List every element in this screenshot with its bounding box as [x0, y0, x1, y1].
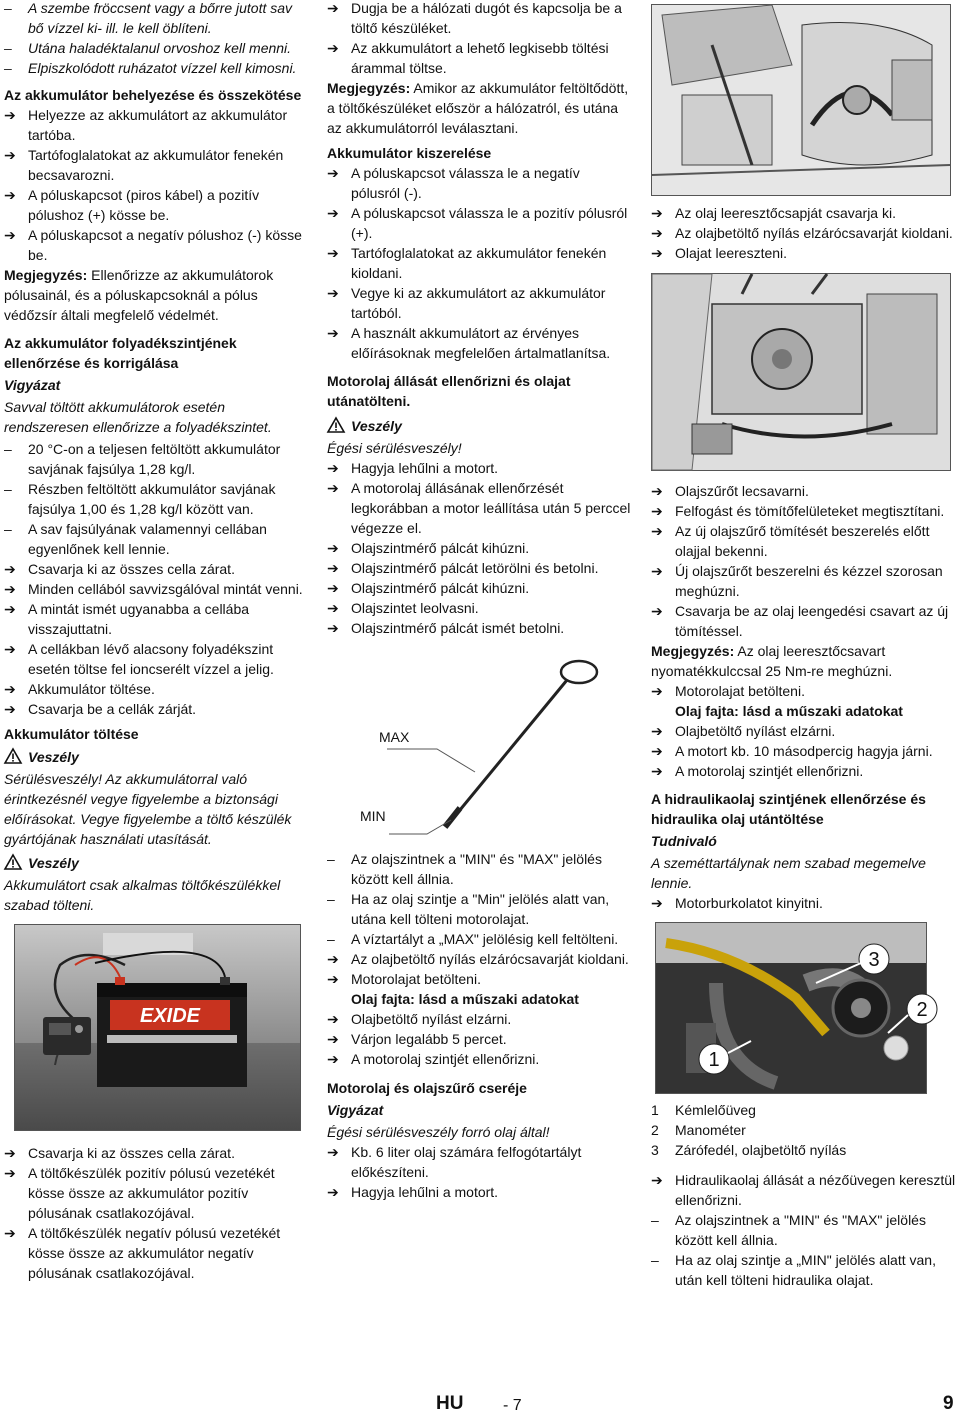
step-item: ➔ Olajszintmérő pálcát kihúzni. — [327, 580, 530, 596]
arrow-icon: ➔ — [651, 563, 663, 579]
charging-steps — [327, 0, 632, 78]
arrow-icon: ➔ — [327, 540, 339, 556]
arrow-icon: ➔ — [4, 107, 16, 123]
list-item: – Elpiszkolódott ruházatot vízzel kell kimosni. — [4, 60, 297, 76]
acid-safety-list — [4, 0, 309, 78]
danger-text: Sérülésveszély! Az akkumulátorral való érintkezésnél vegye figyelembe a biztonsági előírásokat. Vegye figyelembe a töltő készülék gyártójának használati utasítását. — [4, 771, 292, 847]
legend-item: 1 Kémlelőüveg — [651, 1102, 756, 1118]
legend-item: 3 Zárófedél, olajbetöltő nyílás — [651, 1142, 847, 1158]
note: Megjegyzés: Az olaj leeresztőcsavart nyomatékkulccsal 25 Nm-re meghúzni. — [651, 643, 893, 679]
step-item: ➔ Olajszintmérő pálcát ismét betolni. — [327, 620, 565, 636]
step-item: ➔ Csavarja be a cellák zárját. — [4, 701, 197, 717]
arrow-icon: ➔ — [327, 600, 339, 616]
arrow-icon: ➔ — [327, 460, 339, 476]
arrow-icon: ➔ — [651, 743, 663, 759]
dipstick-min-label: MIN — [360, 808, 386, 824]
callout-3: 3 — [868, 949, 880, 971]
arrow-icon: ➔ — [651, 245, 663, 261]
arrow-icon: ➔ — [4, 681, 16, 697]
arrow-icon: ➔ — [327, 1031, 339, 1047]
local-page-number: - 7 — [503, 1397, 522, 1414]
callout-2: 2 — [916, 999, 928, 1021]
danger-label: Veszély — [4, 747, 309, 767]
step-item: ➔ Tartófoglalatokat az akkumulátor fenekén becsavarozni. — [4, 147, 284, 183]
step-item: ➔ Várjon legalább 5 percet. — [327, 1031, 507, 1047]
danger-text: Akkumulátort csak alkalmas töltőkészülékkel szabad tölteni. — [4, 877, 281, 913]
step-item: ➔ Az olajbetöltő nyílás elzárócsavarját kioldani. — [327, 951, 629, 967]
step-item: ➔ Olajszintmérő pálcát kihúzni. — [327, 540, 530, 556]
arrow-icon: ➔ — [4, 1225, 16, 1241]
list-item: – A szembe fröccsent vagy a bőrre jutott sav bő vízzel ki- ill. le kell öblíteni. — [4, 0, 293, 36]
engine-side-illustration — [652, 274, 950, 470]
oil-type-note: Olaj fajta: lásd a műszaki adatokat — [351, 991, 579, 1007]
step-item: ➔ Csavarja be az olaj leengedési csavart az új tömítéssel. — [651, 603, 949, 639]
level-steps — [4, 559, 309, 719]
step-item: ➔ Csavarja ki az összes cella zárat. — [4, 561, 235, 577]
arrow-icon: ➔ — [327, 1051, 339, 1067]
step-item: ➔ Az olaj leeresztőcsapját csavarja ki. — [651, 205, 896, 221]
section-heading: Motorolaj állását ellenőrizni és olajat utánatölteni. — [327, 373, 571, 409]
step-item: ➔ A póluskapcsot (piros kábel) a pozitív pólushoz (+) kösse be. — [4, 187, 260, 223]
arrow-icon: ➔ — [327, 1144, 339, 1160]
step-item: ➔ A használt akkumulátort az érvényes előírásoknak megfelelően ártalmatlanítsa. — [327, 325, 611, 361]
step-item: ➔ A motorolaj szintjét ellenőrizni. — [327, 1051, 540, 1067]
hydraulic-dash-list — [651, 1210, 956, 1290]
arrow-icon: ➔ — [327, 165, 339, 181]
step-item: ➔ A motorolaj szintjét ellenőrizni. — [651, 763, 864, 779]
step-item: ➔ Az új olajszűrő tömítését beszerelés előtt olajjal bekenni. — [651, 523, 930, 559]
step-item: ➔ Motorburkolatot kinyitni. — [651, 895, 823, 911]
list-item: – 20 °C-on a teljesen feltöltött akkumulátor savjának fajsúlya 1,28 kg/l. — [4, 441, 281, 477]
section-heading: Az akkumulátor folyadékszintjének ellenőrzése és korrigálása — [4, 335, 237, 371]
step-item: ➔ A töltőkészülék negatív pólusú vezetékét kösse össze az akkumulátor negatív pólusának csatlakozójával. — [4, 1225, 281, 1281]
arrow-icon: ➔ — [327, 951, 339, 967]
warning-triangle-icon — [4, 748, 22, 764]
arrow-icon: ➔ — [327, 620, 339, 636]
step-item: ➔ Olajszintmérő pálcát letörölni és betolni. — [327, 560, 599, 576]
step-item: ➔ A motorolaj állásának ellenőrzését legkorábban a motor leállítása után 5 perccel végezze el. — [327, 480, 631, 536]
danger-label: Veszély — [4, 853, 309, 873]
charge-steps — [4, 1143, 309, 1283]
arrow-icon: ➔ — [4, 581, 16, 597]
arrow-icon: ➔ — [327, 1011, 339, 1027]
list-item: – Az olajszintnek a "MIN" és "MAX" jelölés között kell állnia. — [651, 1212, 926, 1248]
step-item: ➔ Helyezze az akkumulátort az akkumulátor tartóba. — [4, 107, 288, 143]
notice-label: Tudnivaló — [651, 833, 717, 849]
list-item: – Részben feltöltött akkumulátor savjának fajsúlya 1,00 és 1,28 kg/l között van. — [4, 481, 276, 517]
filter-steps — [651, 481, 956, 641]
arrow-icon: ➔ — [4, 561, 16, 577]
oil-type-note: Olaj fajta: lásd a műszaki adatokat — [675, 703, 903, 719]
arrow-icon: ➔ — [327, 580, 339, 596]
arrow-icon: ➔ — [651, 225, 663, 241]
list-item: – A víztartályt a „MAX" jelölésig kell feltölteni. — [327, 931, 619, 947]
close-steps — [327, 1009, 632, 1069]
callout-1: 1 — [708, 1049, 720, 1071]
step-item: ➔ A póluskapcsot válassza le a negatív pólusról (-). — [327, 165, 580, 201]
page-number: 9 — [943, 1393, 954, 1414]
arrow-icon: ➔ — [651, 523, 663, 539]
arrow-icon: ➔ — [651, 603, 663, 619]
step-item: ➔ A mintát ismét ugyanabba a cellába visszajuttatni. — [4, 601, 250, 637]
arrow-icon: ➔ — [327, 245, 339, 261]
caution-text: Égési sérülésveszély forró olaj által! — [327, 1124, 550, 1140]
section-heading: Akkumulátor kiszerelése — [327, 145, 492, 161]
step-item: ➔ Dugja be a hálózati dugót és kapcsolja be a töltő készüléket. — [327, 0, 622, 36]
step-item: ➔ Felfogást és tömítőfelületeket megtisztítani. — [651, 503, 945, 519]
engine-top-photo — [651, 4, 951, 196]
step-item: ➔ Olajat leereszteni. — [651, 245, 788, 261]
step-item: ➔ Olajbetöltő nyílást elzárni. — [327, 1011, 512, 1027]
arrow-icon: ➔ — [4, 701, 16, 717]
section-heading: Akkumulátor töltése — [4, 726, 139, 742]
arrow-icon: ➔ — [651, 723, 663, 739]
arrow-icon: ➔ — [651, 683, 663, 699]
step-item: ➔ A cellákban lévő alacsony folyadékszint esetén töltse fel ioncserélt vízzel a jelig. — [4, 641, 274, 677]
dipstick-figure — [327, 640, 632, 850]
danger-text: Égési sérülésveszély! — [327, 440, 462, 456]
list-item: – Ha az olaj szintje a „MIN" jelölés alatt van, után kell tölteni hidraulika olajat. — [651, 1252, 936, 1288]
arrow-icon: ➔ — [4, 641, 16, 657]
section-heading: Az akkumulátor behelyezése és összekötése — [4, 87, 302, 103]
arrow-icon: ➔ — [4, 1165, 16, 1181]
step-item: ➔ Kb. 6 liter olaj számára felfogótartályt előkészíteni. — [327, 1144, 582, 1180]
step-item: ➔ Az olajbetöltő nyílás elzárócsavarját kioldani. — [651, 225, 953, 241]
battery-charger-illustration — [15, 925, 300, 1130]
page-footer — [0, 1394, 960, 1420]
engine-compartment-illustration — [652, 5, 950, 195]
step-item: ➔ A motort kb. 10 másodpercig hagyja járni. — [651, 743, 933, 759]
step-item: ➔ Olajbetöltő nyílást elzárni. — [651, 723, 836, 739]
arrow-icon: ➔ — [327, 560, 339, 576]
step-item: ➔ Az akkumulátort a lehető legkisebb töltési árammal töltse. — [327, 40, 609, 76]
step-item: ➔ Motorolajat betölteni. — [651, 683, 805, 699]
arrow-icon: ➔ — [651, 205, 663, 221]
oil-level-dash-list — [327, 849, 632, 949]
arrow-icon: ➔ — [651, 895, 663, 911]
step-item: ➔ Motorolajat betölteni. — [327, 971, 481, 987]
step-item: ➔ Új olajszűrőt beszerelni és kézzel szorosan meghúzni. — [651, 563, 943, 599]
step-item: ➔ Olajszűrőt lecsavarni. — [651, 483, 809, 499]
hydraulic-tank-photo — [655, 922, 927, 1094]
list-item: – Utána haladéktalanul orvoshoz kell menni. — [4, 40, 292, 56]
step-item: ➔ Hidraulikaolaj állását a nézőüvegen keresztül ellenőrizni. — [651, 1172, 956, 1208]
insert-steps — [4, 105, 309, 265]
arrow-icon: ➔ — [4, 187, 16, 203]
battery-charging-photo — [14, 924, 301, 1131]
list-item: – Ha az olaj szintje a "Min" jelölés alatt van, utána kell tölteni motorolajat. — [327, 891, 610, 927]
oil-check-steps — [327, 458, 632, 638]
legend-item: 2 Manométer — [651, 1122, 746, 1138]
note: Megjegyzés: Ellenőrizze az akkumulátorok pólusainál, és a póluskapcsoknál a pólus védőzsír általi megfelelő védelmét. — [4, 267, 274, 323]
caution-label: Vigyázat — [327, 1102, 384, 1118]
arrow-icon: ➔ — [327, 1184, 339, 1200]
caution-text: Savval töltött akkumulátorok esetén rendszeresen ellenőrizze a folyadékszintet. — [4, 399, 272, 435]
step-item: ➔ A póluskapcsot a negatív pólushoz (-) kösse be. — [4, 227, 302, 263]
danger-label: Veszély — [327, 416, 632, 436]
step-item: ➔ Hagyja lehűlni a motort. — [327, 460, 499, 476]
arrow-icon: ➔ — [651, 1172, 663, 1188]
section-heading: A hidraulikaolaj szintjének ellenőrzése és hidraulika olaj utántöltése — [651, 791, 926, 827]
list-item: – A sav fajsúlyának valamennyi cellában egyenlőnek kell lennie. — [4, 521, 267, 557]
remove-steps — [327, 163, 632, 363]
warning-triangle-icon — [327, 417, 345, 433]
arrow-icon: ➔ — [4, 1145, 16, 1161]
hydraulic-tank-illustration — [656, 923, 926, 1093]
drain-steps — [651, 203, 956, 263]
arrow-icon: ➔ — [327, 285, 339, 301]
warning-triangle-icon — [4, 854, 22, 870]
arrow-icon: ➔ — [327, 0, 339, 16]
step-item: ➔ Minden cellából savvizsgálóval mintát venni. — [4, 581, 303, 597]
battery-brand-label: EXIDE — [139, 1005, 201, 1027]
arrow-icon: ➔ — [327, 40, 339, 56]
level-dash-list — [4, 439, 309, 559]
arrow-icon: ➔ — [327, 205, 339, 221]
step-item: ➔ A töltőkészülék pozitív pólusú vezetékét kösse össze az akkumulátor pozitív pólusának csatlakozójával. — [4, 1165, 275, 1221]
section-heading: Motorolaj és olajszűrő cseréje — [327, 1080, 527, 1096]
step-item: ➔ Vegye ki az akkumulátort az akkumulátor tartóból. — [327, 285, 606, 321]
photo-legend — [651, 1100, 956, 1160]
note: Megjegyzés: Amikor az akkumulátor feltöltődött, a töltőkészüléket először a hálózatról, és utána az akkumulátorról leválasztani. — [327, 80, 629, 136]
arrow-icon: ➔ — [651, 763, 663, 779]
final-steps — [651, 721, 956, 781]
list-item: – Az olajszintnek a "MIN" és "MAX" jelölés között kell állnia. — [327, 851, 602, 887]
step-item: ➔ Csavarja ki az összes cella zárat. — [4, 1145, 235, 1161]
arrow-icon: ➔ — [327, 325, 339, 341]
step-item: ➔ Tartófoglalatokat az akkumulátor fenekén kioldani. — [327, 245, 607, 281]
column-left — [4, 0, 309, 1283]
column-right — [651, 0, 956, 1290]
arrow-icon: ➔ — [651, 503, 663, 519]
column-middle — [327, 0, 632, 1202]
step-item: ➔ Hagyja lehűlni a motort. — [327, 1184, 499, 1200]
arrow-icon: ➔ — [651, 483, 663, 499]
fill-steps — [327, 949, 632, 989]
change-steps — [327, 1142, 632, 1202]
caution-label: Vigyázat — [4, 377, 61, 393]
arrow-icon: ➔ — [4, 601, 16, 617]
dipstick-max-label: MAX — [379, 729, 410, 745]
engine-side-photo — [651, 273, 951, 471]
arrow-icon: ➔ — [4, 227, 16, 243]
notice-text: A szeméttartálynak nem szabad megemelve lennie. — [651, 855, 926, 891]
language-code: HU — [436, 1393, 464, 1414]
step-item: ➔ A póluskapcsot válassza le a pozitív pólusról (+). — [327, 205, 628, 241]
arrow-icon: ➔ — [4, 147, 16, 163]
step-item: ➔ Akkumulátor töltése. — [4, 681, 155, 697]
step-item: ➔ Olajszintet leolvasni. — [327, 600, 479, 616]
arrow-icon: ➔ — [327, 971, 339, 987]
arrow-icon: ➔ — [327, 480, 339, 496]
